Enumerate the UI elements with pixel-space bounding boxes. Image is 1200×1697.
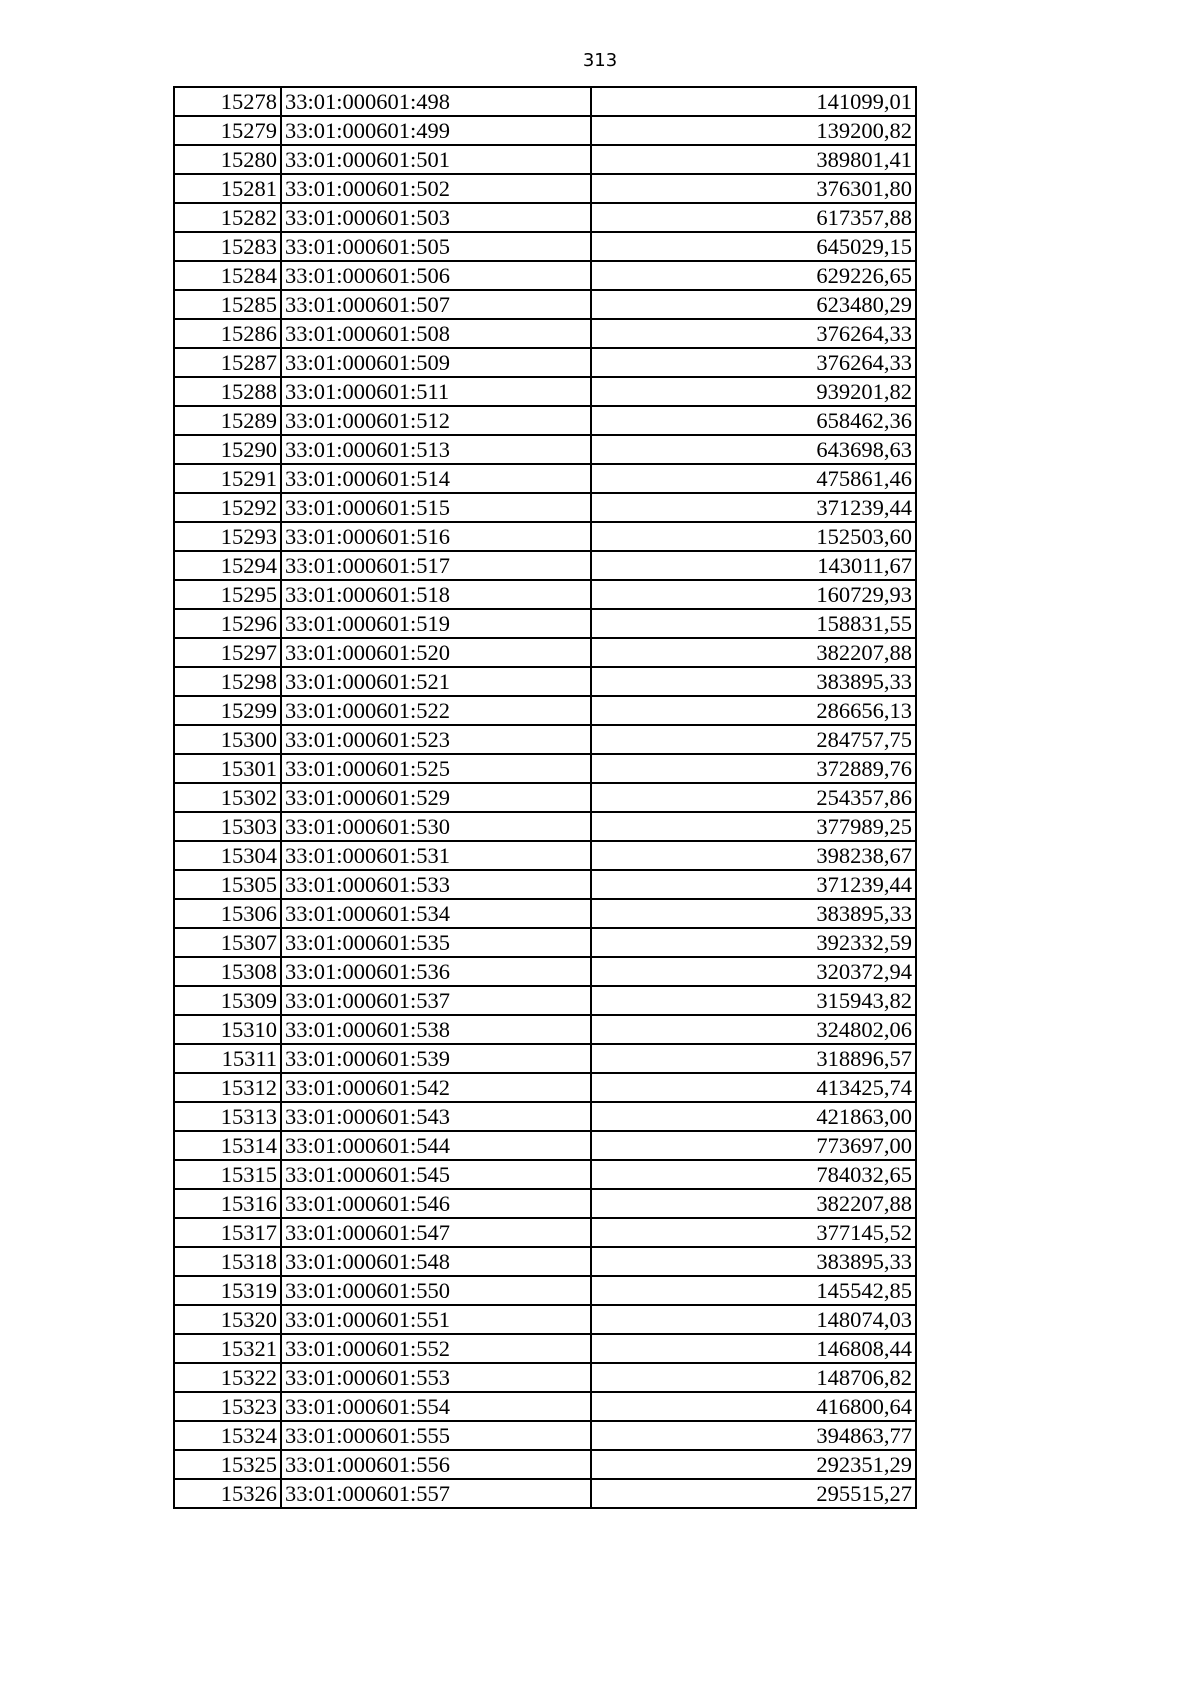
cadastral-value-table	[173, 86, 917, 1509]
cadastral-value-cell: 148706,82	[591, 1363, 916, 1392]
table-row	[174, 290, 916, 319]
cadastral-value-cell: 371239,44	[591, 493, 916, 522]
table-row	[174, 551, 916, 580]
cadastral-number-cell: 33:01:000601:506	[281, 261, 591, 290]
cadastral-value-cell: 152503,60	[591, 522, 916, 551]
table-row	[174, 1131, 916, 1160]
cadastral-value-cell: 389801,41	[591, 145, 916, 174]
row-number-cell: 15278	[174, 87, 281, 116]
row-number-cell: 15317	[174, 1218, 281, 1247]
cadastral-number-cell: 33:01:000601:548	[281, 1247, 591, 1276]
cadastral-value-cell: 784032,65	[591, 1160, 916, 1189]
cadastral-value-cell: 146808,44	[591, 1334, 916, 1363]
cadastral-value-cell: 372889,76	[591, 754, 916, 783]
row-number-cell: 15299	[174, 696, 281, 725]
cadastral-value-cell: 623480,29	[591, 290, 916, 319]
cadastral-value-cell: 376264,33	[591, 348, 916, 377]
cadastral-value-cell: 143011,67	[591, 551, 916, 580]
row-number-cell: 15326	[174, 1479, 281, 1508]
cadastral-value-cell: 315943,82	[591, 986, 916, 1015]
row-number-cell: 15285	[174, 290, 281, 319]
cadastral-value-cell: 377989,25	[591, 812, 916, 841]
cadastral-value-cell: 320372,94	[591, 957, 916, 986]
cadastral-value-cell: 160729,93	[591, 580, 916, 609]
cadastral-value-cell: 286656,13	[591, 696, 916, 725]
cadastral-number-cell: 33:01:000601:534	[281, 899, 591, 928]
cadastral-value-cell: 939201,82	[591, 377, 916, 406]
table-body	[174, 87, 916, 1508]
cadastral-number-cell: 33:01:000601:516	[281, 522, 591, 551]
row-number-cell: 15294	[174, 551, 281, 580]
row-number-cell: 15315	[174, 1160, 281, 1189]
row-number-cell: 15288	[174, 377, 281, 406]
row-number-cell: 15302	[174, 783, 281, 812]
table-row	[174, 174, 916, 203]
table-row	[174, 1073, 916, 1102]
table-row	[174, 1189, 916, 1218]
cadastral-number-cell: 33:01:000601:525	[281, 754, 591, 783]
table-row	[174, 1160, 916, 1189]
cadastral-value-cell: 292351,29	[591, 1450, 916, 1479]
cadastral-number-cell: 33:01:000601:538	[281, 1015, 591, 1044]
cadastral-value-cell: 324802,06	[591, 1015, 916, 1044]
row-number-cell: 15295	[174, 580, 281, 609]
row-number-cell: 15297	[174, 638, 281, 667]
cadastral-value-cell: 643698,63	[591, 435, 916, 464]
table-row	[174, 812, 916, 841]
table-row	[174, 87, 916, 116]
row-number-cell: 15310	[174, 1015, 281, 1044]
table-row	[174, 754, 916, 783]
cadastral-number-cell: 33:01:000601:552	[281, 1334, 591, 1363]
table-row	[174, 1044, 916, 1073]
cadastral-value-cell: 421863,00	[591, 1102, 916, 1131]
row-number-cell: 15284	[174, 261, 281, 290]
table-row	[174, 377, 916, 406]
row-number-cell: 15311	[174, 1044, 281, 1073]
row-number-cell: 15309	[174, 986, 281, 1015]
row-number-cell: 15279	[174, 116, 281, 145]
row-number-cell: 15319	[174, 1276, 281, 1305]
table-row	[174, 464, 916, 493]
table-row	[174, 406, 916, 435]
table-row	[174, 580, 916, 609]
table-row	[174, 1392, 916, 1421]
cadastral-value-cell: 394863,77	[591, 1421, 916, 1450]
table-row	[174, 1102, 916, 1131]
table-row	[174, 870, 916, 899]
row-number-cell: 15298	[174, 667, 281, 696]
row-number-cell: 15282	[174, 203, 281, 232]
cadastral-number-cell: 33:01:000601:554	[281, 1392, 591, 1421]
row-number-cell: 15296	[174, 609, 281, 638]
cadastral-number-cell: 33:01:000601:555	[281, 1421, 591, 1450]
cadastral-value-cell: 617357,88	[591, 203, 916, 232]
table-row	[174, 1247, 916, 1276]
row-number-cell: 15289	[174, 406, 281, 435]
cadastral-value-cell: 295515,27	[591, 1479, 916, 1508]
table-row	[174, 1334, 916, 1363]
row-number-cell: 15281	[174, 174, 281, 203]
cadastral-number-cell: 33:01:000601:512	[281, 406, 591, 435]
cadastral-number-cell: 33:01:000601:557	[281, 1479, 591, 1508]
cadastral-value-cell: 318896,57	[591, 1044, 916, 1073]
cadastral-value-cell: 254357,86	[591, 783, 916, 812]
cadastral-value-cell: 376264,33	[591, 319, 916, 348]
table-row	[174, 957, 916, 986]
cadastral-value-cell: 773697,00	[591, 1131, 916, 1160]
row-number-cell: 15323	[174, 1392, 281, 1421]
cadastral-value-cell: 475861,46	[591, 464, 916, 493]
cadastral-number-cell: 33:01:000601:517	[281, 551, 591, 580]
cadastral-value-cell: 416800,64	[591, 1392, 916, 1421]
cadastral-value-cell: 148074,03	[591, 1305, 916, 1334]
table-row	[174, 725, 916, 754]
cadastral-number-cell: 33:01:000601:520	[281, 638, 591, 667]
row-number-cell: 15308	[174, 957, 281, 986]
table-row	[174, 116, 916, 145]
table-row	[174, 899, 916, 928]
table-row	[174, 493, 916, 522]
table-row	[174, 435, 916, 464]
row-number-cell: 15318	[174, 1247, 281, 1276]
table-row	[174, 638, 916, 667]
row-number-cell: 15324	[174, 1421, 281, 1450]
table-row	[174, 522, 916, 551]
cadastral-number-cell: 33:01:000601:518	[281, 580, 591, 609]
row-number-cell: 15293	[174, 522, 281, 551]
row-number-cell: 15280	[174, 145, 281, 174]
cadastral-number-cell: 33:01:000601:537	[281, 986, 591, 1015]
cadastral-number-cell: 33:01:000601:546	[281, 1189, 591, 1218]
cadastral-number-cell: 33:01:000601:529	[281, 783, 591, 812]
table-row	[174, 1421, 916, 1450]
cadastral-value-cell: 392332,59	[591, 928, 916, 957]
cadastral-value-cell: 413425,74	[591, 1073, 916, 1102]
row-number-cell: 15305	[174, 870, 281, 899]
row-number-cell: 15301	[174, 754, 281, 783]
cadastral-number-cell: 33:01:000601:539	[281, 1044, 591, 1073]
cadastral-value-cell: 383895,33	[591, 1247, 916, 1276]
cadastral-number-cell: 33:01:000601:556	[281, 1450, 591, 1479]
row-number-cell: 15286	[174, 319, 281, 348]
cadastral-number-cell: 33:01:000601:511	[281, 377, 591, 406]
row-number-cell: 15292	[174, 493, 281, 522]
cadastral-value-cell: 141099,01	[591, 87, 916, 116]
row-number-cell: 15290	[174, 435, 281, 464]
cadastral-number-cell: 33:01:000601:533	[281, 870, 591, 899]
table-row	[174, 261, 916, 290]
row-number-cell: 15307	[174, 928, 281, 957]
cadastral-number-cell: 33:01:000601:543	[281, 1102, 591, 1131]
cadastral-number-cell: 33:01:000601:501	[281, 145, 591, 174]
table-row	[174, 928, 916, 957]
table-row	[174, 1450, 916, 1479]
table-row	[174, 1218, 916, 1247]
table-row	[174, 783, 916, 812]
row-number-cell: 15320	[174, 1305, 281, 1334]
cadastral-value-cell: 376301,80	[591, 174, 916, 203]
cadastral-value-cell: 145542,85	[591, 1276, 916, 1305]
cadastral-number-cell: 33:01:000601:519	[281, 609, 591, 638]
cadastral-number-cell: 33:01:000601:550	[281, 1276, 591, 1305]
cadastral-number-cell: 33:01:000601:547	[281, 1218, 591, 1247]
cadastral-number-cell: 33:01:000601:507	[281, 290, 591, 319]
cadastral-value-cell: 383895,33	[591, 667, 916, 696]
cadastral-value-cell: 284757,75	[591, 725, 916, 754]
row-number-cell: 15322	[174, 1363, 281, 1392]
row-number-cell: 15287	[174, 348, 281, 377]
cadastral-number-cell: 33:01:000601:522	[281, 696, 591, 725]
cadastral-number-cell: 33:01:000601:514	[281, 464, 591, 493]
table-row	[174, 1363, 916, 1392]
table-row	[174, 667, 916, 696]
cadastral-value-cell: 383895,33	[591, 899, 916, 928]
cadastral-number-cell: 33:01:000601:521	[281, 667, 591, 696]
cadastral-value-cell: 158831,55	[591, 609, 916, 638]
cadastral-number-cell: 33:01:000601:536	[281, 957, 591, 986]
row-number-cell: 15304	[174, 841, 281, 870]
row-number-cell: 15316	[174, 1189, 281, 1218]
row-number-cell: 15303	[174, 812, 281, 841]
cadastral-number-cell: 33:01:000601:531	[281, 841, 591, 870]
cadastral-value-cell: 645029,15	[591, 232, 916, 261]
row-number-cell: 15321	[174, 1334, 281, 1363]
cadastral-number-cell: 33:01:000601:523	[281, 725, 591, 754]
cadastral-value-cell: 658462,36	[591, 406, 916, 435]
table-row	[174, 1015, 916, 1044]
cadastral-number-cell: 33:01:000601:542	[281, 1073, 591, 1102]
table-row	[174, 986, 916, 1015]
cadastral-number-cell: 33:01:000601:530	[281, 812, 591, 841]
row-number-cell: 15283	[174, 232, 281, 261]
cadastral-number-cell: 33:01:000601:503	[281, 203, 591, 232]
row-number-cell: 15313	[174, 1102, 281, 1131]
table-row	[174, 1276, 916, 1305]
cadastral-number-cell: 33:01:000601:505	[281, 232, 591, 261]
table-row	[174, 348, 916, 377]
cadastral-number-cell: 33:01:000601:508	[281, 319, 591, 348]
row-number-cell: 15291	[174, 464, 281, 493]
cadastral-number-cell: 33:01:000601:551	[281, 1305, 591, 1334]
row-number-cell: 15325	[174, 1450, 281, 1479]
page-number: 313	[582, 50, 618, 71]
table-row	[174, 841, 916, 870]
cadastral-number-cell: 33:01:000601:499	[281, 116, 591, 145]
cadastral-number-cell: 33:01:000601:544	[281, 1131, 591, 1160]
table-row	[174, 232, 916, 261]
cadastral-number-cell: 33:01:000601:545	[281, 1160, 591, 1189]
table-row	[174, 696, 916, 725]
cadastral-number-cell: 33:01:000601:502	[281, 174, 591, 203]
table-row	[174, 1305, 916, 1334]
row-number-cell: 15306	[174, 899, 281, 928]
cadastral-number-cell: 33:01:000601:553	[281, 1363, 591, 1392]
cadastral-value-cell: 382207,88	[591, 1189, 916, 1218]
table-row	[174, 145, 916, 174]
row-number-cell: 15312	[174, 1073, 281, 1102]
table-row	[174, 319, 916, 348]
row-number-cell: 15300	[174, 725, 281, 754]
cadastral-value-cell: 371239,44	[591, 870, 916, 899]
table-row	[174, 203, 916, 232]
table-row	[174, 609, 916, 638]
cadastral-number-cell: 33:01:000601:513	[281, 435, 591, 464]
cadastral-number-cell: 33:01:000601:498	[281, 87, 591, 116]
cadastral-value-cell: 382207,88	[591, 638, 916, 667]
cadastral-value-cell: 629226,65	[591, 261, 916, 290]
cadastral-number-cell: 33:01:000601:535	[281, 928, 591, 957]
cadastral-value-cell: 377145,52	[591, 1218, 916, 1247]
cadastral-value-cell: 398238,67	[591, 841, 916, 870]
cadastral-value-cell: 139200,82	[591, 116, 916, 145]
cadastral-number-cell: 33:01:000601:509	[281, 348, 591, 377]
cadastral-number-cell: 33:01:000601:515	[281, 493, 591, 522]
row-number-cell: 15314	[174, 1131, 281, 1160]
table-row	[174, 1479, 916, 1508]
